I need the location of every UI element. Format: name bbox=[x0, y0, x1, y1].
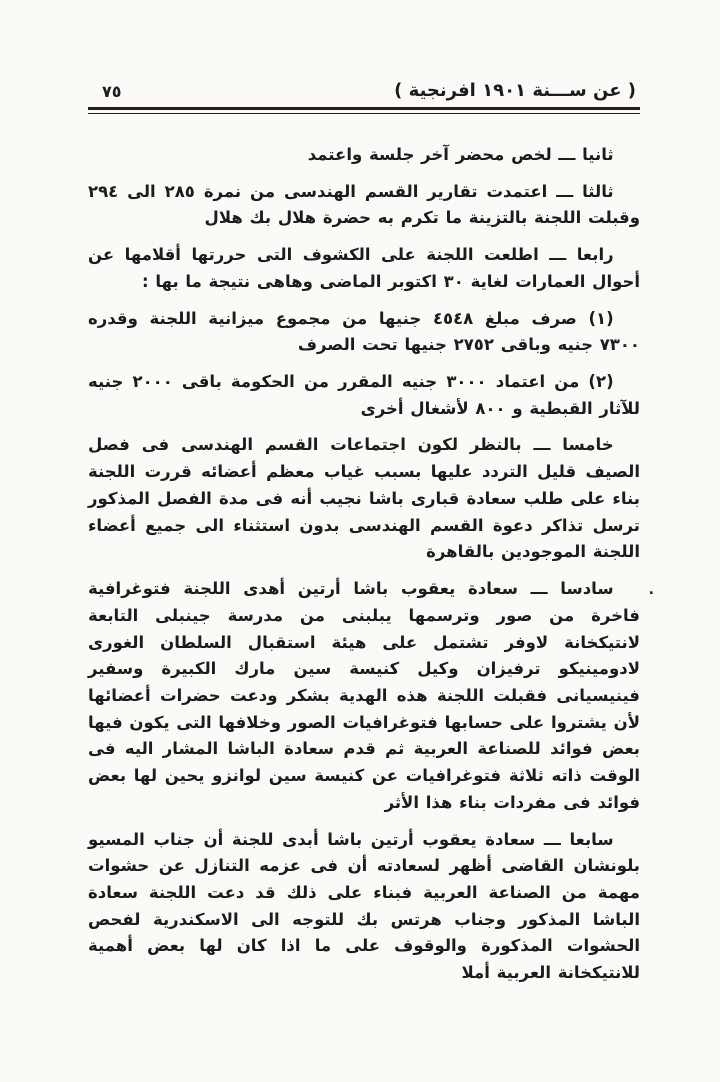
page-header bbox=[88, 80, 640, 101]
paragraph: سابعا ـــ سعادة يعقوب أرتين باشا أبدى للجنة أن جناب المسيو بلونشان القاضى أظهر لسعادته أن فى عزمه التنازل عن حشوات مهمة من الصناعة العربية فبناء على ذلك قد دعت اللجنة سعادة الباشا المذكور وجناب هرتس بك للتوجه الى الاسكندرية لفحص الحشوات المذكورة والوقوف على ما اذا كان لها بعض أهمية للانتيكخانة العربية أملا bbox=[88, 829, 640, 983]
paragraph: رابعا ـــ اطلعت اللجنة على الكشوف التى حررتها أقلامها عن أحوال العمارات لغاية ٣٠ اكتوبر الماضى وهاهى نتيجة ما بها : bbox=[88, 245, 640, 291]
paragraph: (٢) من اعتماد ٣٠٠٠ جنيه المقرر من الحكومة باقى ٢٠٠٠ جنيه للآثار القبطية و ٨٠٠ لأشغال أخرى bbox=[88, 372, 640, 418]
paragraph: سادسا ـــ سعادة يعقوب باشا أرتين أهدى اللجنة فتوغرافية فاخرة من صور وترسمها يبلبنى من مدرسة جينبلى التابعة لانتيكخانة لاوفر تشتمل على هيئة استقبال السلطان الغورى لادومينيكو ترفيزان وكيل كنيسة سين مارك الكبيرة وسفير فينيسيانى فقبلت اللجنة هذه الهدية بشكر ودعت حضرات أعضائها لأن يشتروا على حسابها فتوغرافيات الصور وخلافها التى يكون فيها بعض فوائد للصناعة العربية ثم قدم سعادة الباشا المشار اليه فى الوقت ذاته ثلاثة فتوغرافيات عن كنيسة سين لوانزو يحين لها بعض فوائد فى مفردات بناء هذا الأثر bbox=[88, 579, 640, 812]
document-body bbox=[88, 142, 640, 987]
header-title: ( عن ســـنة ١٩٠١ افرنجية ) bbox=[394, 80, 636, 101]
paragraph: (١) صرف مبلغ ٤٥٤٨ جنيها من مجموع ميزانية اللجنة وقدره ٧٣٠٠ جنيه وباقى ٢٧٥٢ جنيها تحت الصرف bbox=[88, 308, 640, 355]
stray-mark: . bbox=[648, 582, 654, 598]
paragraph: ثانيا ـــ لخص محضر آخر جلسة واعتمد bbox=[307, 145, 614, 164]
paragraph: ثالثا ـــ اعتمدت تقارير القسم الهندسى من نمرة ٢٨٥ الى ٢٩٤ وقبلت اللجنة بالتزينة ما تكرم به حضرة هلال بك هلال bbox=[88, 181, 640, 228]
header-divider bbox=[88, 107, 640, 114]
page-number: ٧٥ bbox=[102, 82, 122, 101]
paragraph: خامسا ـــ بالنظر لكون اجتماعات القسم الهندسى فى فصل الصيف قليل التردد عليها بسبب غياب معظم أعضائه قررت اللجنة بناء على طلب سعادة قبارى باشا نجيب أنه فى مدة الفصل المذكور ترسل تذاكر دعوة القسم الهندسى بدون استثناء الى جميع أعضاء اللجنة الموجودين بالقاهرة bbox=[88, 435, 640, 562]
